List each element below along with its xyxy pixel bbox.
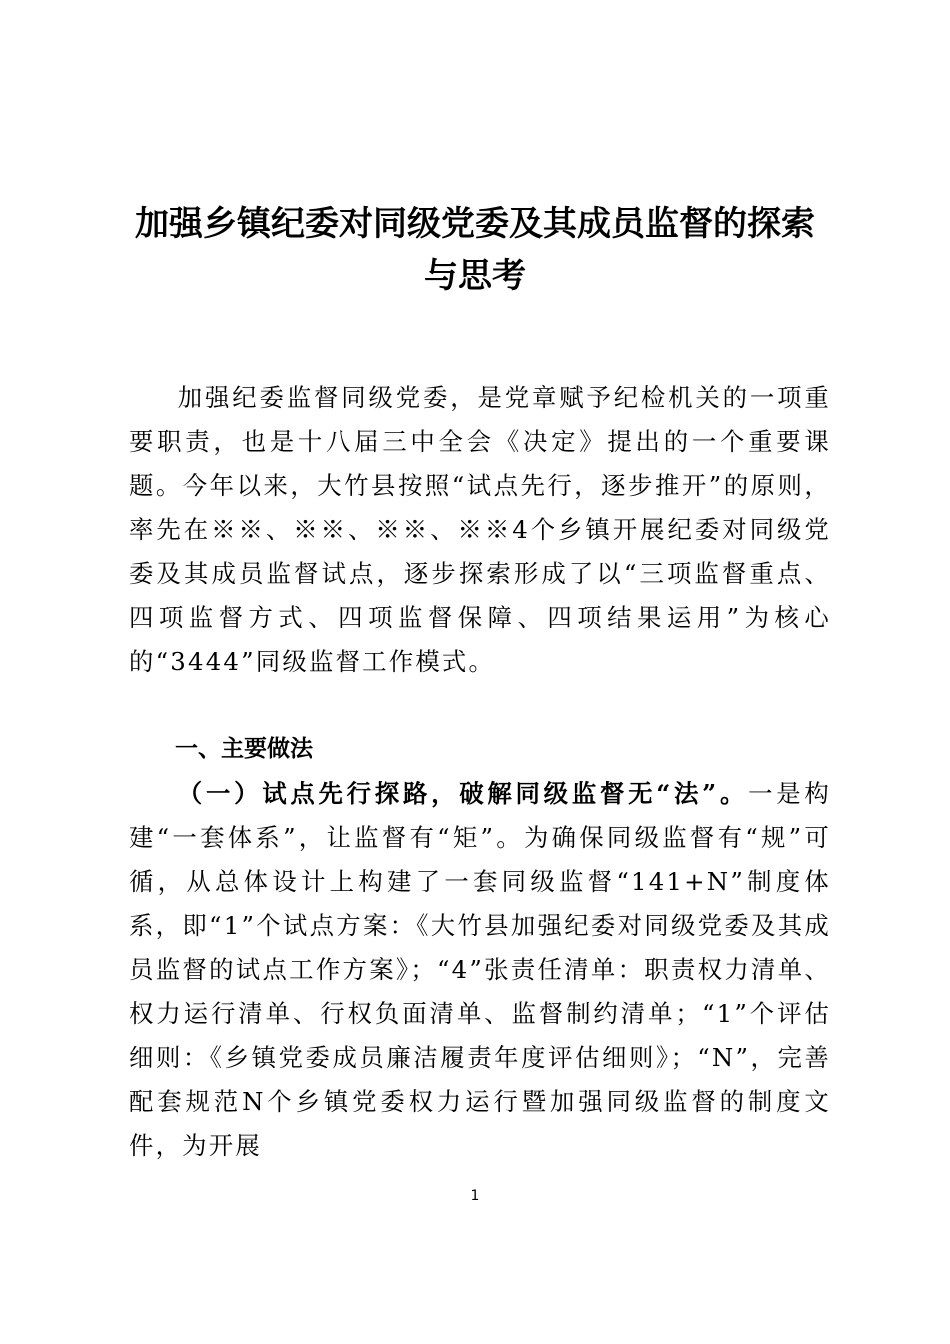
subsection-body: 一是构建“一套体系”，让监督有“矩”。为确保同级监督有“规”可循，从总体设计上构建了一套同级监督“141+N”制度体系，即“1”个试点方案：《大竹县加强纪委对同级党委及其成员监督的试点工作方案》；“4”张责任清单：职责权力清单、权力运行清单、行权负面清单、监督制约清单；“1”个评估细则：《乡镇党委成员廉洁履责年度评估细则》；“N”，完善配套规范N个乡镇党委权力运行暨加强同级监督的制度文件，为开展 bbox=[129, 779, 831, 1160]
intro-paragraph: 加强纪委监督同级党委，是党章赋予纪检机关的一项重要职责，也是十八届三中全会《决定》提出的一个重要课题。今年以来，大竹县按照“试点先行，逐步推开”的原则，率先在※※、※※、※※、※※4个乡镇开展纪委对同级党委及其成员监督试点，逐步探索形成了以“三项监督重点、四项监督方式、四项监督保障、四项结果运用”为核心的“3444”同级监督工作模式。 bbox=[129, 383, 831, 676]
document-title: 加强乡镇纪委对同级党委及其成员监督的探索与思考 bbox=[135, 204, 815, 296]
subsection-paragraph bbox=[129, 772, 831, 1168]
subsection-lead: （一）试点先行探路，破解同级监督无“法”。 bbox=[177, 779, 749, 808]
page-number: 1 bbox=[470, 1188, 480, 1204]
section-heading: 一、主要做法 bbox=[175, 736, 313, 762]
